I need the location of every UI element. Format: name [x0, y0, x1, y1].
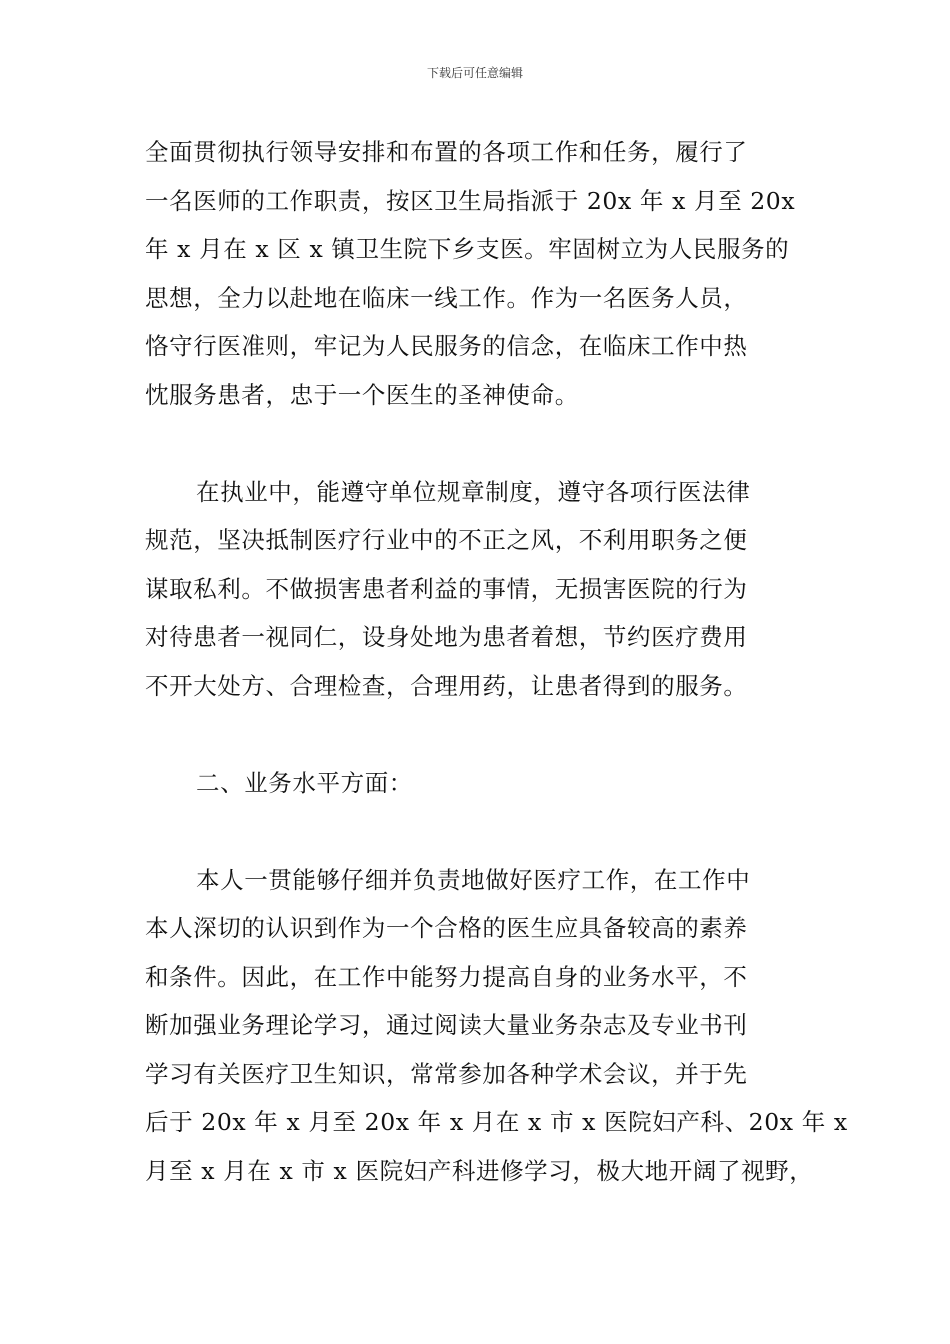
page-header: 下载后可任意编辑: [426, 66, 523, 80]
text-line: 和条件。因此，在工作中能努力提高自身的业务水平，不: [145, 962, 748, 991]
text-line: 一名医师的工作职责，按区卫生局指派于 20x 年 x 月至 20x: [145, 186, 796, 215]
text-line: 思想，全力以赴地在临床一线工作。作为一名医务人员，: [145, 283, 748, 312]
document-body: [145, 128, 848, 1195]
paragraph-gap: [145, 807, 835, 856]
text-line: 恪守行医准则，牢记为人民服务的信念，在临床工作中热: [145, 332, 748, 360]
paragraph-duty: [145, 128, 835, 419]
text-line: 本人一贯能够仔细并负责地做好医疗工作，在工作中: [196, 865, 751, 894]
section-heading: 二、业务水平方面：: [196, 768, 413, 797]
text-line: 规范，坚决抵制医疗行业中的不正之风，不利用职务之便: [145, 526, 748, 554]
text-line: 学习有关医疗卫生知识，常常参加各种学术会议，并于先: [145, 1059, 748, 1088]
text-line: 月至 x 月在 x 市 x 医院妇产科进修学习，极大地开阔了视野，: [145, 1156, 814, 1185]
text-line: 断加强业务理论学习，通过阅读大量业务杂志及专业书刊: [145, 1011, 748, 1039]
paragraph-conduct: [145, 468, 835, 711]
text-line: 对待患者一视同仁，设身处地为患者着想，节约医疗费用: [145, 623, 748, 651]
paragraph-gap: [145, 419, 835, 468]
text-line: 本人深切的认识到作为一个合格的医生应具备较高的素养: [145, 914, 748, 942]
text-line: 后于 20x 年 x 月至 20x 年 x 月在 x 市 x 医院妇产科、20x 年 x: [145, 1108, 848, 1136]
text-line: 全面贯彻执行领导安排和布置的各项工作和任务，履行了: [145, 138, 748, 166]
paragraph-professional: [145, 856, 848, 1196]
text-line: 不开大处方、合理检查，合理用药，让患者得到的服务。: [145, 671, 748, 700]
paragraph-gap: [145, 710, 835, 759]
text-line: 忱服务患者，忠于一个医生的圣神使命。: [145, 380, 579, 409]
text-line: 年 x 月在 x 区 x 镇卫生院下乡支医。牢固树立为人民服务的: [145, 235, 790, 263]
text-line: 在执业中，能遵守单位规章制度，遵守各项行医法律: [196, 477, 751, 506]
text-line: 谋取私利。不做损害患者利益的事情，无损害医院的行为: [145, 574, 748, 603]
